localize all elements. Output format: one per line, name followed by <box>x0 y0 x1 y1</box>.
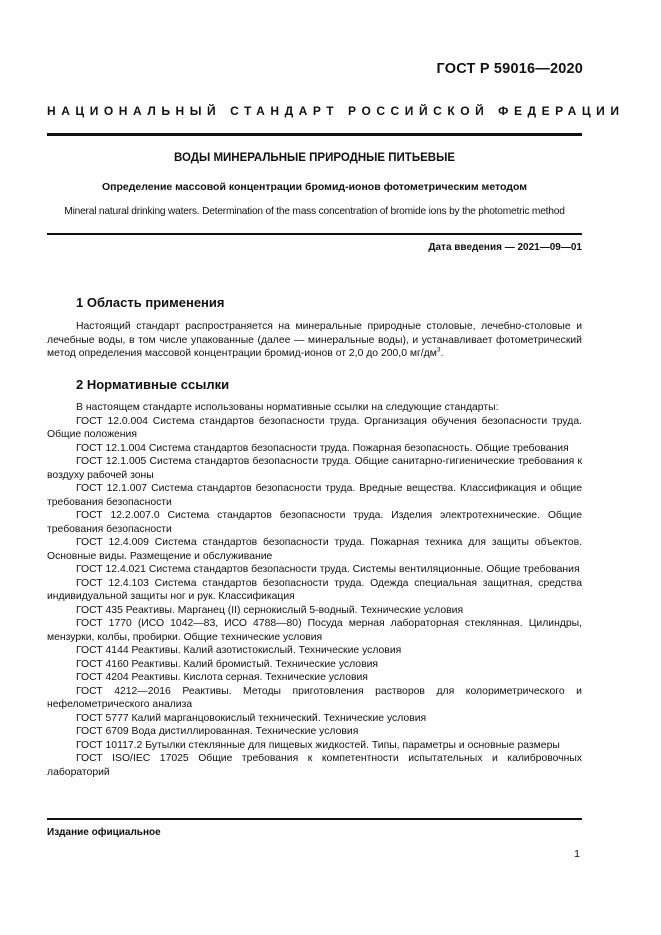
section-1-body <box>47 320 582 361</box>
reference-item: ГОСТ 4204 Реактивы. Кислота серная. Технические условия <box>76 672 368 683</box>
document-title: ВОДЫ МИНЕРАЛЬНЫЕ ПРИРОДНЫЕ ПИТЬЕВЫЕ <box>173 152 455 164</box>
introduction-date: Дата введения — 2021—09—01 <box>428 242 582 253</box>
reference-item: ГОСТ 12.4.009 Система стандартов безопасности труда. Пожарная техника для защиты объектов. Основные виды. Размещение и обслуживание <box>47 537 582 562</box>
header-divider <box>47 133 582 136</box>
title-divider <box>47 233 582 235</box>
document-code: ГОСТ Р 59016—2020 <box>436 61 583 77</box>
reference-item: ГОСТ 12.1.007 Система стандартов безопасности труда. Вредные вещества. Классификация и общие требования безопасности <box>47 483 582 508</box>
reference-item: ГОСТ 1770 (ИСО 1042—83, ИСО 4788—80) Посуда мерная лабораторная стеклянная. Цилиндры, мензурки, колбы, пробирки. Общие технические условия <box>47 618 582 643</box>
national-standard-heading: НАЦИОНАЛЬНЫЙ СТАНДАРТ РОССИЙСКОЙ ФЕДЕРАЦИИ <box>47 104 625 118</box>
reference-item: ГОСТ 12.4.103 Система стандартов безопасности труда. Одежда специальная защитная, средства индивидуальной защиты ног и рук. Классификация <box>47 577 582 602</box>
footer-divider <box>47 818 582 820</box>
reference-item: ГОСТ ISO/IEC 17025 Общие требования к компетентности испытательных и калибровочных лабораторий <box>47 753 582 778</box>
section-2-body <box>47 401 582 779</box>
reference-item: ГОСТ 4144 Реактивы. Калий азотистокислый. Технические условия <box>76 645 402 656</box>
reference-item: ГОСТ 12.1.005 Система стандартов безопасности труда. Общие санитарно-гигиенические требования к воздуху рабочей зоны <box>47 456 582 481</box>
references-intro: В настоящем стандарте использованы нормативные ссылки на следующие стандарты: <box>76 402 499 413</box>
page-number: 1 <box>574 848 580 860</box>
reference-item: ГОСТ 5777 Калий марганцовокислый технический. Технические условия <box>76 712 427 724</box>
reference-item: ГОСТ 12.2.007.0 Система стандартов безопасности труда. Изделия электротехнические. Общие требования безопасности <box>47 510 582 535</box>
official-edition-label: Издание официальное <box>47 827 161 838</box>
reference-item: ГОСТ 4160 Реактивы. Калий бромистый. Технические условия <box>76 658 379 670</box>
reference-item: ГОСТ 12.0.004 Система стандартов безопасности труда. Организация обучения безопасности труда. Общие положения <box>47 415 582 440</box>
document-subtitle: Определение массовой концентрации бромид-ионов фотометрическим методом <box>101 181 528 193</box>
reference-item: ГОСТ 435 Реактивы. Марганец (II) сернокислый 5-водный. Технические условия <box>76 604 464 616</box>
reference-item: ГОСТ 12.4.021 Система стандартов безопасности труда. Системы вентиляционные. Общие требования <box>76 564 580 575</box>
reference-item: ГОСТ 12.1.004 Система стандартов безопасности труда. Пожарная безопасность. Общие требования <box>76 442 569 454</box>
reference-item: ГОСТ 10117.2 Бутылки стеклянные для пищевых жидкостей. Типы, параметры и основные размеры <box>76 739 560 751</box>
superscript-three: 3 <box>436 346 441 354</box>
section-1-heading: 1 Область применения <box>76 295 225 310</box>
reference-item: ГОСТ 6709 Вода дистиллированная. Технические условия <box>76 726 359 737</box>
reference-item: ГОСТ 4212—2016 Реактивы. Методы приготовления растворов для колориметрического и нефелометрического анализа <box>47 685 582 710</box>
section-2-heading: 2 Нормативные ссылки <box>76 377 230 392</box>
english-title: Mineral natural drinking waters. Determination of the mass concentration of bromide ions by the photometric method <box>64 206 565 217</box>
scope-paragraph: Настоящий стандарт распространяется на минеральные природные столовые, лечебно-столовые и лечебные воды, в том числе упакованные (далее — минеральные воды), и устанавливает фотометрический метод определения массовой концентрации бромид-ионов от 2,0 до 200,0 $мг/дм^3$. <box>47 321 582 359</box>
